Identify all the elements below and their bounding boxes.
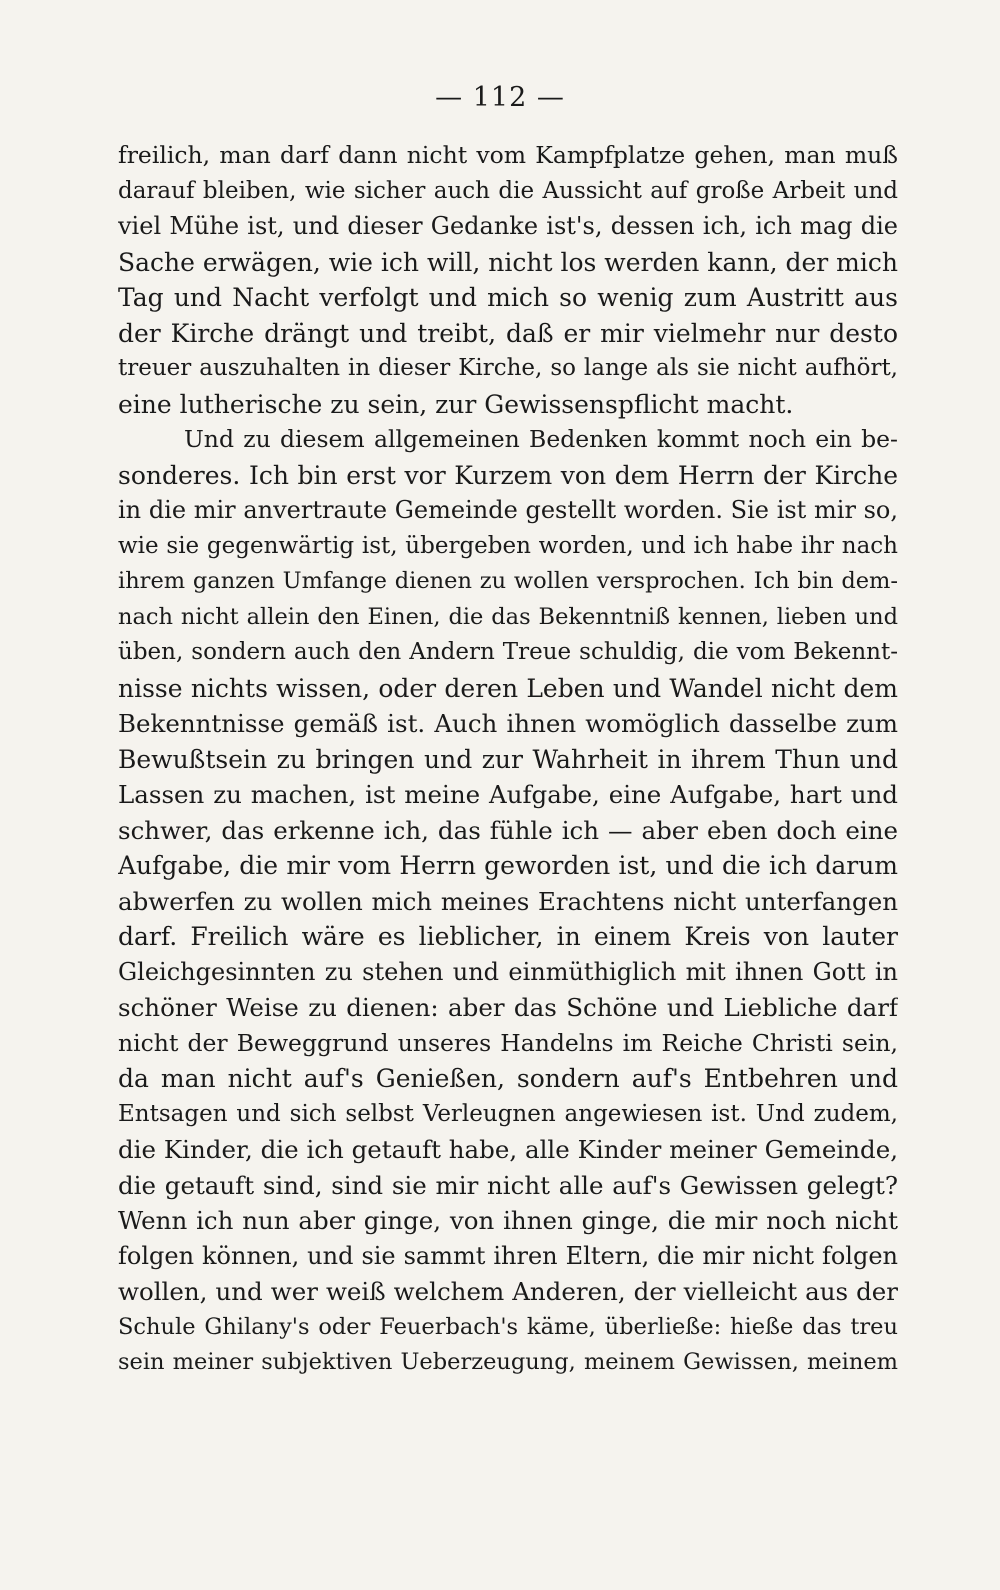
- text-line: Bekenntnisse gemäß ist. Auch ihnen womöglich dasselbe zum: [118, 709, 898, 738]
- text-line: darf. Freilich wäre es lieblicher, in einem Kreis von lauter: [118, 922, 898, 951]
- text-line: Lassen zu machen, ist meine Aufgabe, eine Aufgabe, hart und: [118, 780, 898, 809]
- text-line: abwerfen zu wollen mich meines Erachtens nicht unterfangen: [118, 886, 898, 916]
- text-line: wie sie gegenwärtig ist, übergeben worden, und ich habe ihr nach: [118, 532, 898, 559]
- text-line: die Kinder, die ich getauft habe, alle Kinder meiner Gemeinde,: [118, 1135, 898, 1164]
- text-line: Tag und Nacht verfolgt und mich so wenig zum Austritt aus: [118, 283, 898, 312]
- text-line: Und zu diesem allgemeinen Bedenken kommt noch ein be-: [184, 425, 898, 453]
- text-line: die getauft sind, sind sie mir nicht alle auf's Gewissen gelegt?: [118, 1170, 898, 1200]
- text-line: Wenn ich nun aber ginge, von ihnen ginge, die mir noch nicht: [118, 1206, 898, 1235]
- text-line: schöner Weise zu dienen: aber das Schöne und Liebliche darf: [118, 993, 898, 1022]
- text-line: nicht der Beweggrund unseres Handelns im Reiche Christi sein,: [118, 1028, 898, 1057]
- text-line: folgen können, und sie sammt ihren Eltern, die mir nicht folgen: [118, 1241, 898, 1270]
- text-line: schwer, das erkenne ich, das fühle ich — aber eben doch eine: [118, 815, 898, 845]
- text-line: wollen, und wer weiß welchem Anderen, der vielleicht aus der: [118, 1277, 898, 1306]
- text-line: freilich, man darf dann nicht vom Kampfplatze gehen, man muß: [118, 141, 898, 169]
- text-line: sonderes. Ich bin erst vor Kurzem von dem Herrn der Kirche: [118, 460, 898, 490]
- text-line: der Kirche drängt und treibt, daß er mir vielmehr nur desto: [118, 318, 898, 348]
- text-line: sein meiner subjektiven Ueberzeugung, meinem Gewissen, meinem: [118, 1349, 898, 1375]
- text-line: nisse nichts wissen, oder deren Leben und Wandel nicht dem: [118, 673, 898, 703]
- body-text: [118, 138, 898, 1381]
- text-line: ihrem ganzen Umfange dienen zu wollen versprochen. Ich bin dem-: [118, 568, 898, 594]
- text-line: viel Mühe ist, und dieser Gedanke ist's, dessen ich, ich mag die: [118, 212, 898, 240]
- page-number-header: — 112 —: [435, 82, 565, 113]
- text-line: Gleichgesinnten zu stehen und einmüthiglich mit ihnen Gott in: [118, 957, 898, 986]
- text-line: eine lutherische zu sein, zur Gewissenspflicht macht.: [118, 389, 794, 419]
- text-line: Schule Ghilany's oder Feuerbach's käme, überließe: hieße das treu: [118, 1313, 898, 1340]
- text-line: Bewußtsein zu bringen und zur Wahrheit in ihrem Thun und: [118, 744, 898, 774]
- text-line: treuer auszuhalten in dieser Kirche, so lange als sie nicht aufhört,: [118, 355, 898, 381]
- text-line: üben, sondern auch den Andern Treue schuldig, die vom Bekennt-: [118, 639, 898, 665]
- text-line: nach nicht allein den Einen, die das Bekenntniß kennen, lieben und: [118, 603, 898, 630]
- text-line: da man nicht auf's Genießen, sondern auf's Entbehren und: [118, 1064, 898, 1093]
- text-line: Entsagen und sich selbst Verleugnen angewiesen ist. Und zudem,: [118, 1100, 898, 1127]
- text-line: Sache erwägen, wie ich will, nicht los werden kann, der mich: [118, 247, 898, 277]
- text-line: Aufgabe, die mir vom Herrn geworden ist, und die ich darum: [118, 851, 898, 880]
- text-line: darauf bleiben, wie sicher auch die Aussicht auf große Arbeit und: [118, 177, 898, 204]
- text-line: in die mir anvertraute Gemeinde gestellt worden. Sie ist mir so,: [118, 496, 898, 524]
